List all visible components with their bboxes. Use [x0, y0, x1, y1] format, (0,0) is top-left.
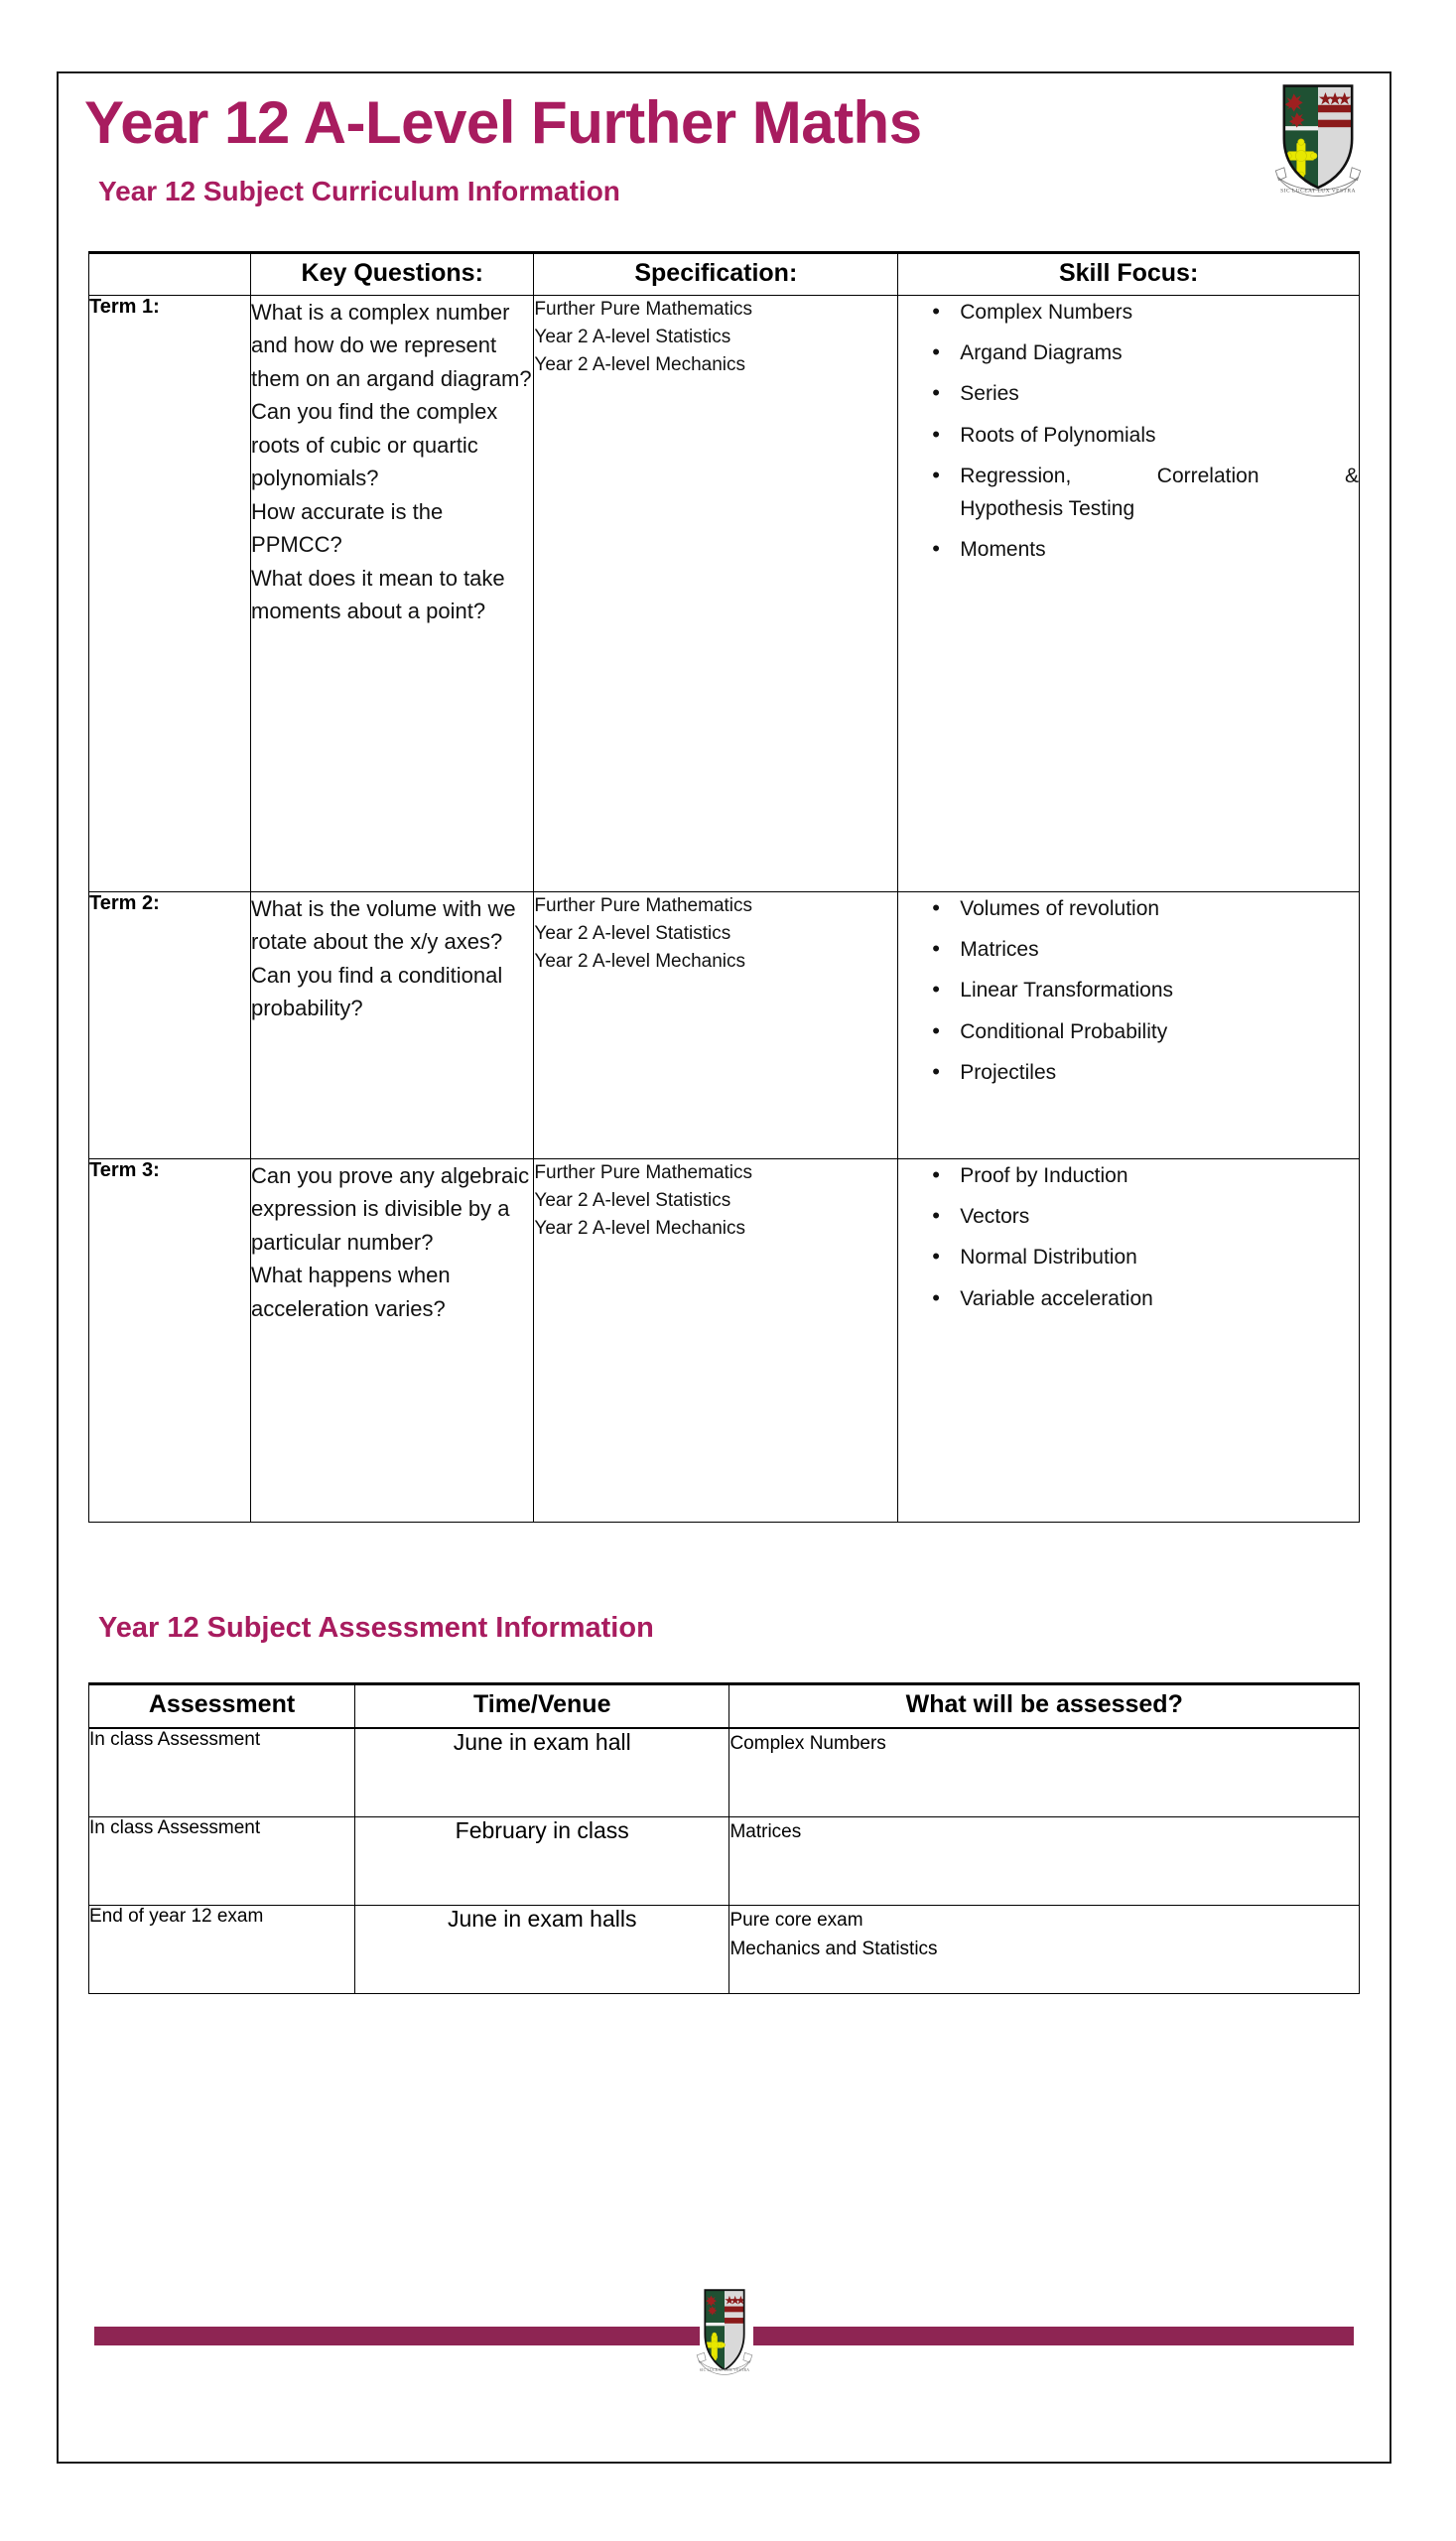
table-row [89, 1159, 1360, 1523]
page-title: Year 12 A-Level Further Maths [84, 89, 922, 156]
footer-bar-left [94, 2327, 700, 2345]
col-header-assessment: Assessment [89, 1684, 355, 1729]
document-header [59, 73, 1390, 207]
assessment-time-venue: February in class [355, 1817, 729, 1906]
list-item: • Linear Transformations [960, 974, 1359, 1006]
assessment-time-venue: June in exam halls [355, 1906, 729, 1994]
assessment-name: In class Assessment [89, 1817, 355, 1906]
col-header-key-questions: Key Questions: [251, 253, 534, 296]
col-header-time-venue: Time/Venue [355, 1684, 729, 1729]
assessment-name: In class Assessment [89, 1728, 355, 1817]
table-row [89, 1728, 1360, 1817]
list-item: • Complex Numbers [960, 296, 1359, 329]
assessment-content: Matrices [729, 1817, 1360, 1906]
curriculum-table [88, 251, 1360, 1523]
term-label: Term 2: [89, 892, 251, 1159]
assessment-table [88, 1682, 1360, 1994]
assessment-section-title: Year 12 Subject Assessment Information [98, 1612, 654, 1644]
assessment-time-venue: June in exam hall [355, 1728, 729, 1817]
key-questions-cell: Can you prove any algebraic expression is divisible by a particular number? What happens when acceleration varies? [251, 1159, 534, 1523]
skill-list [898, 1159, 1359, 1315]
table-row [89, 1817, 1360, 1906]
page-subtitle: Year 12 Subject Curriculum Information [98, 176, 620, 206]
list-item: • Regression, Correlation & Hypothesis Testing [960, 460, 1359, 525]
list-item: • Normal Distribution [960, 1241, 1359, 1273]
curriculum-table-wrapper [88, 251, 1360, 1523]
col-header-blank [89, 253, 251, 296]
list-item: • Vectors [960, 1200, 1359, 1233]
skill-focus-cell [898, 1159, 1360, 1523]
document-footer [59, 2277, 1390, 2396]
crest-motto: SIC LUCEAT LUX VESTRA [1280, 188, 1356, 195]
skill-focus-cell [898, 296, 1360, 892]
list-item: • Proof by Induction [960, 1159, 1359, 1192]
assessment-header-row [89, 1684, 1360, 1729]
assessment-name: End of year 12 exam [89, 1906, 355, 1994]
key-questions-cell: What is the volume with we rotate about the x/y axes? Can you find a conditional probability? [251, 892, 534, 1159]
list-item: • Volumes of revolution [960, 892, 1359, 925]
school-crest-footer-icon [684, 2277, 765, 2386]
list-item: • Matrices [960, 933, 1359, 966]
assessment-content: Pure core exam Mechanics and Statistics [729, 1906, 1360, 1994]
skill-focus-cell [898, 892, 1360, 1159]
col-header-specification: Specification: [534, 253, 898, 296]
document-page [57, 71, 1391, 2464]
list-item: • Variable acceleration [960, 1282, 1359, 1315]
list-item: • Argand Diagrams [960, 336, 1359, 369]
table-row [89, 892, 1360, 1159]
term-label: Term 1: [89, 296, 251, 892]
table-row [89, 296, 1360, 892]
curriculum-header-row [89, 253, 1360, 296]
crest-footer-motto: SIC LUCEAT LUX VESTRA [699, 2368, 749, 2373]
skill-list [898, 296, 1359, 566]
term-label: Term 3: [89, 1159, 251, 1523]
list-item: • Conditional Probability [960, 1015, 1359, 1048]
footer-bar-right [753, 2327, 1354, 2345]
list-item: • Roots of Polynomials [960, 419, 1359, 452]
specification-cell: Further Pure Mathematics Year 2 A-level Statistics Year 2 A-level Mechanics [534, 892, 898, 1159]
col-header-skill-focus: Skill Focus: [898, 253, 1360, 296]
col-header-what-assessed: What will be assessed? [729, 1684, 1360, 1729]
list-item: • Moments [960, 533, 1359, 566]
key-questions-cell: What is a complex number and how do we represent them on an argand diagram? Can you find the complex roots of cubic or quartic polynomials? How accurate is the PPMCC? What does it mean to take moments about a point? [251, 296, 534, 892]
assessment-content: Complex Numbers [729, 1728, 1360, 1817]
school-crest-icon [1264, 77, 1372, 202]
skill-list [898, 892, 1359, 1089]
specification-cell: Further Pure Mathematics Year 2 A-level Statistics Year 2 A-level Mechanics [534, 1159, 898, 1523]
table-row [89, 1906, 1360, 1994]
specification-cell: Further Pure Mathematics Year 2 A-level Statistics Year 2 A-level Mechanics [534, 296, 898, 892]
assessment-table-wrapper [88, 1682, 1360, 1994]
list-item: • Series [960, 377, 1359, 410]
list-item: • Projectiles [960, 1056, 1359, 1089]
